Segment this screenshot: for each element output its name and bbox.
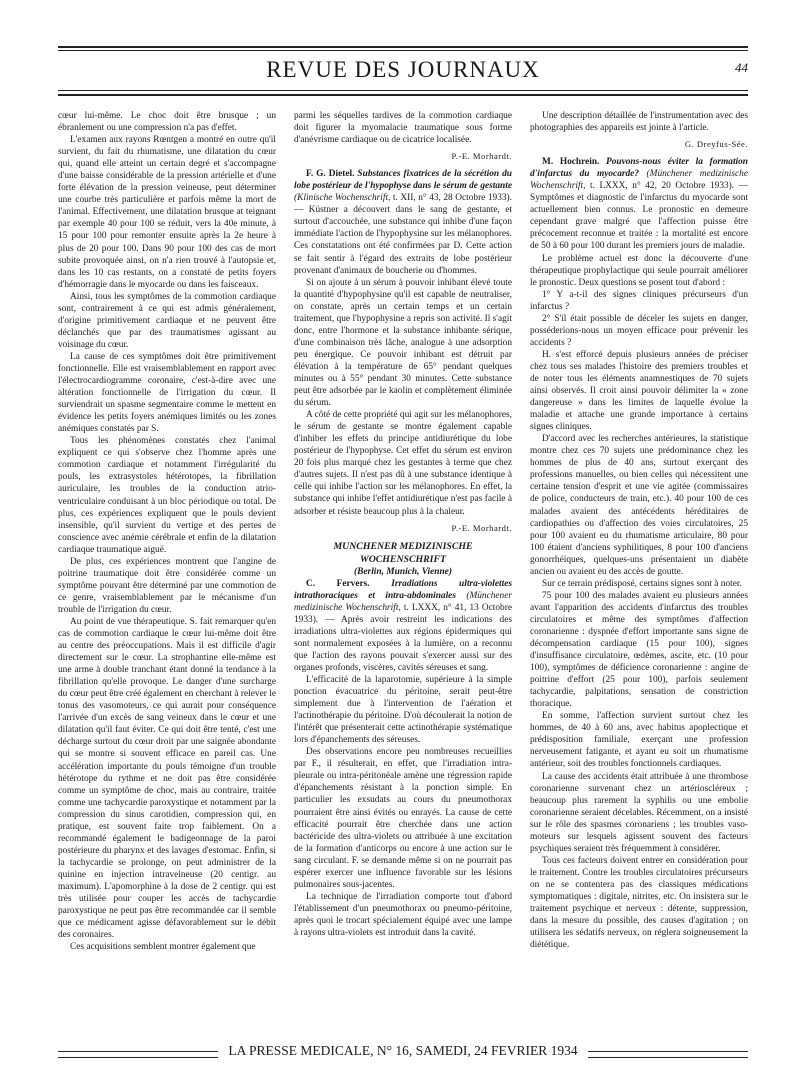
- article-hochrein: [530, 156, 748, 252]
- author-signature: P.-E. Morhardt.: [451, 522, 512, 533]
- article-author: C. Fervers.: [306, 578, 370, 589]
- article-author: F. G. Dietel.: [306, 169, 355, 180]
- column-1: [58, 110, 276, 953]
- paragraph: parmi les séquelles tardives de la commotion cardiaque doit figurer la myomalacie traumatique sous forme d'anévrisme cardiaque ou de cicatrice localisée.: [294, 111, 512, 146]
- paragraph: D'accord avec les recherches antérieures, la statistique montre chez ces 70 sujets une prédominance chez les hommes de plus de 40 ans, surtout exerçant des professions manuelles, ou bien celles qui nécessitent une certaine tension d'esprit et une vie agitée (commissaires de police, conducteurs de train, etc.). 40 pour 100 de ces malades avaient des antécédents héréditaires de cardiopathies ou d'affection des voies circulatoires, 25 pour 100 avaient eu du rhumatisme articulaire, 80 pour 100 étaient d'anciens syphilitiques, 8 pour 100 d'anciens gonorrhéiques, quelques-uns présentaient un diabète ancien ou avaient eu des accès de goutte.: [530, 434, 748, 577]
- paragraph: Si on ajoute à un sérum à pouvoir inhibant élevé toute la quantité d'hypophysine qu'il est capable de neutraliser, on constate, après un certain temps et un certain traitement, que l'hypophysine a repris son activité. Il s'agit donc, entre l'hormone et la substance inhibante sérique, d'une combinaison très lâche, analogue à une adsorption peu énergique. Ce pouvoir inhibant est détruit par élévation à la température de 65° pendant quelques minutes ou à 55° pendant 30 minutes. Cette substance peut être adsorbée par le kaolin et complètement éliminée du sérum.: [294, 277, 512, 409]
- article-body: t. LXXX, n° 41, 13 Octobre 1933). — Après avoir restreint les indications des irradiations ultra-violettes aux régions épidermiques qui sont normalement exposées à la lumière, on a reconnu que l'action des rayons pouvait s'exercer aussi sur des organes profonds, viscères, cavités séreuses et sang.: [294, 602, 512, 673]
- page-footer: [58, 1043, 748, 1061]
- article-body: t. XII, n° 43, 28 Octobre 1933). — Küstner a découvert dans le sang de gestante, et surtout d'accouchée, une substance qui inhibe d'une façon immédiate l'action de l'hypophysine sur les mélanophores. Ces constatations ont été confirmées par D. Cette action se fait sentir à l'égard des extraits de lobe postérieur provenant d'animaux de boucherie ou d'hommes.: [294, 193, 512, 276]
- paragraph: L'efficacité de la laparotomie, supérieure à la simple ponction évacuatrice du péritoine, serait peut-être simplement due à l'intervention de l'aération et l'actinothérapie du péritoine. D'où découlerait la notion de l'intérêt que présenterait cette actinothérapie systématique lors d'épanchements des séreuses.: [294, 675, 512, 746]
- paragraph: Tous ces facteurs doivent entrer en considération pour le traitement. Contre les troubles circulatoires précurseurs on ne se contentera pas des classiques médications symptomatiques : digitale, nitrites, etc. On insistera sur le traitement psychique et nerveux : détente, suppression, dans la mesure du possible, des causes d'agitation ; on utilisera les sédatifs nerveux, on réglera soigneusement la diététique.: [530, 855, 748, 951]
- paragraph: cœur lui-même. Le choc doit être brusque ; un ébranlement ou une compression n'a pas d'effet.: [58, 111, 276, 134]
- paragraph: Ces acquisitions semblent montrer également que: [70, 942, 256, 953]
- journal-name: (Klinische Wochenschrift,: [294, 193, 391, 204]
- paragraph: En somme, l'affection survient surtout chez les hommes, de 40 à 60 ans, avec habitus apoplectique et prédisposition familiale, exerçant une profession nerveusement fatigante, et ayant eu soit un rhumatisme antérieur, soit des troubles fonctionnels cardiaques.: [530, 711, 748, 770]
- column-2: [294, 110, 512, 939]
- article-title: Pouvons-nous éviter la formation d'infarctus du myocarde?: [530, 157, 749, 180]
- paragraph: Au point de vue thérapeutique. S. fait remarquer qu'en cas de commotion cardiaque le cœur lui-même doit être au centre des préoccupations. Mais il est difficile d'agir directement sur le cœur. La strophantine elle-même est une arme à double tranchant étant donné la tendance à la fibrillation qu'elle provoque. Le danger d'une surcharge du cœur peut être créé également en cherchant à relever le tonus des vasomoteurs, ce qui aurait pour conséquence l'arrivée d'un excès de sang veineux dans le cœur et une dilatation qu'il faut éviter. Ce qui doit être tenté, c'est une décharge surtout du cœur droit par une saignée abondante qui se montre si souvent efficace en pareil cas. Une accélération importante du pouls témoigne d'un trouble hétérotope du rythme et ne doit pas être considérée comme un symptôme de choc, mais au contraire, traitée comme une tachycardie paroxystique et notamment par la compression du sinus carotidien, compression qui, en pratique, est souvent faite trop faiblement. On a recommandé également le badigeonnage de la paroi postérieure du pharynx et des lavages d'estomac. Enfin, si la tachycardie se prolonge, on peut administrer de la quinine en injection intraveineuse (20 centigr. au maximum). L'apomorphine à la dose de 2 centigr. qui est très utilisée pour couper les accès de tachycardie paroxystique ne peut pas être recommandée car il semble que ce médicament agisse défavorablement sur le débit des coronaires.: [58, 616, 276, 941]
- page-number: 44: [735, 60, 748, 75]
- top-rule-inner: [58, 50, 748, 51]
- section-heading: MUNCHENER MEDIZINISCHE WOCHENSCHRIFT: [333, 540, 473, 565]
- paragraph: Une description détaillée de l'instrumentation avec des photographies des appareils est jointe à l'article.: [530, 111, 748, 134]
- running-head: [58, 57, 748, 81]
- top-rule-outer: [58, 46, 748, 48]
- header-rule-upper: [58, 90, 748, 91]
- paragraph: La cause de ces symptômes doit être primitivement fonctionnelle. Elle est vraisemblablement en rapport avec l'électrocardiogramme coronaire, c'est-à-dire avec une altération fonctionnelle de l'irrigation du cœur. Il surviendrait un spasme segmentaire comme le mettent en évidence les petits foyers anémiques limités ou les zones anémiques constatés par S.: [58, 351, 276, 435]
- paragraph: 2° S'il était possible de déceler les sujets en danger, posséderions-nous un moyen efficace pour prévenir les accidents ?: [530, 313, 748, 348]
- journal-name: (Münchener medizinische Wochenschrift,: [530, 169, 748, 192]
- header-rule-lower: [58, 94, 748, 96]
- article-title: Irradiations ultra-violettes intrathoraciques et intra-abdominales: [294, 578, 512, 601]
- footer-publication-line: [58, 1043, 748, 1059]
- article-dietel: [294, 168, 512, 276]
- paragraph: Des observations encore peu nombreuses recueillies par F., il résulterait, en effet, que l'irradiation intra-pleurale ou intra-péritonéale amène une régression rapide d'épanchements résistant à la ponction simple. En particulier les exsudats au cours du pneumothorax pourraient être ainsi évités ou enrayés. La cause de cette efficacité pourrait être cherchée dans une action bactéricide des ultra-violets ou attribuée à une excitation de la formation d'anticorps ou encore à une action sur le sang circulant. F. se demande même si on ne pourrait pas espérer exercer une influence favorable sur les lésions pulmonaires sous-jacentes.: [294, 747, 512, 890]
- paragraph: La cause des accidents était attribuée à une thrombose coronarienne survenant chez un artérioscléreux ; beaucoup plus rarement la syphilis ou une embolie coronarienne seraient décelables. Récemment, on a insisté sur le rôle des spasmes coronariens ; les troubles vaso-moteurs sur lesquels agissent souvent des facteurs psychiques seraient très fréquemment à considérer.: [530, 771, 748, 854]
- paragraph: Tous les phénomènes constatés chez l'animal expliquent ce qui s'observe chez l'homme après une commotion cardiaque et notamment l'irrégularité du pouls, les extrasystoles hétérotopes, la fibrillation auriculaire, les troubles de la conduction atrio-ventriculaire conduisant à un bloc périodique ou total. De plus, ces expériences expliquent que le pouls devient insensible, qu'il survient du vertige et des pertes de conscience avec anémie cérébrale et enfin de la dilatation cardiaque traumatique aiguë.: [58, 436, 276, 555]
- author-signature: P.-E. Morhardt.: [451, 151, 512, 162]
- paragraph: Sur ce terrain prédisposé, certains signes sont à noter.: [542, 578, 742, 589]
- author-signature: G. Dreyfus-Sée.: [684, 139, 748, 150]
- paragraph: Le problème actuel est donc la découverte d'une thérapeutique prophylactique qui seule pourrait améliorer le pronostic. Deux questions se posent tout d'abord :: [530, 253, 748, 288]
- paragraph: De plus, ces expériences montrent que l'angine de poitrine traumatique doit être considérée comme un symptôme pouvant être déterminé par une commotion de ce genre, vraisemblablement par le mécanisme d'un trouble de l'irrigation du cœur.: [58, 556, 276, 615]
- journal-name: (Münchener medizinische Wochenschrift,: [294, 590, 512, 613]
- footer-text: LA PRESSE MEDICALE, N° 16, SAMEDI, 24 FEVRIER 1934: [222, 1043, 583, 1058]
- paragraph: L'examen aux rayons Rœntgen a montré en outre qu'il survient, du fait du rhumatisme, une dilatation du cœur qui, quand elle atteint un certain degré et s'accompagne d'une baisse considérable de la pression artérielle et d'une forte élévation de la pression veineuse, peut déterminer une courbe très particulière et parfois même la mort de l'animal. Effectivement, une dilatation brusque at teignant par exemple 40 pour 100 se réduit, vers la 40e minute, à 15 pour 100 pour remonter ensuite après la 2e heure à plus de 20 pour 100. Dans 90 pour 100 des cas de mort subite provoquée ainsi, on n'a rien trouvé à l'autopsie et, dans les 10 cas restants, on a constaté de petits foyers d'hémorragie dans le myocarde ou dans les faisceaux.: [58, 135, 276, 290]
- paragraph: A côté de cette propriété qui agit sur les mélanophores, le sérum de gestante se montre également capable d'inhiber les effets du principe antidiurétique du lobe postérieur de l'hypophyse. Cet effet du sérum est environ 20 fois plus marqué chez les gestantes à terme que chez d'autres sujets. Il n'est pas dû à une substance identique à celle qui inhibe l'action sur les mélanophores. En effet, la substance qui inhibe l'effet antidiurétique n'est pas facile à adsorber et résiste beaucoup plus à la chaleur.: [294, 410, 512, 517]
- article-author: M. Hochrein.: [542, 157, 600, 168]
- journal-section-title: REVUE DES JOURNAUX: [266, 57, 540, 82]
- article-fervers: [294, 578, 512, 674]
- paragraph: Ainsi, tous les symptômes de la commotion cardiaque sont, contrairement à ce qui est admis généralement, d'origine primitivement cardiaque et ne peuvent être déclanchés que par des traumatismes agissant au voisinage du cœur.: [58, 291, 276, 350]
- article-columns: [58, 110, 748, 1035]
- section-subheading: (Berlin, Munich, Vienne): [354, 566, 452, 577]
- article-title: Substances fixatrices de la sécrétion du lobe postérieur de l'hypophyse dans le sérum de gestante: [294, 169, 512, 192]
- paragraph: 75 pour 100 des malades avaient eu plusieurs années avant l'apparition des accidents d'infarctus des troubles circulatoires et même des symptômes d'affection coronarienne : dyspnée d'effort importante sans signe de décompensation cardiaque (15 pour 100), signes d'insuffisance circulatoire, œdèmes, ascite, etc. (10 pour 100), symptômes de déficience coronarienne : angine de poitrine d'effort (25 pour 100), parfois seulement tachycardie, palpitations, sensation de constriction thoracique.: [530, 590, 748, 710]
- paragraph: H. s'est efforcé depuis plusieurs années de préciser chez tous ses malades l'histoire des premiers troubles et de noter tous les éléments anamnestiques de 70 sujets ainsi observés. Il croit ainsi pouvoir délimiter la « zone dangereuse » dans les limites de laquelle évolue la maladie et attache une grande importance à certains signes cliniques.: [530, 349, 748, 433]
- paragraph: 1° Y a-t-il des signes cliniques précurseurs d'un infarctus ?: [530, 289, 748, 312]
- column-3: [530, 110, 748, 951]
- paragraph: La technique de l'irradiation comporte tout d'abord l'établissement d'un pneumothorax ou pneumo-péritoine, après quoi le trocart spécialement équipé avec une lampe à rayons ultra-violets est introduit dans la cavité.: [294, 891, 512, 938]
- article-body: t. LXXX, n° 42, 20 Octobre 1933). — Symptômes et diagnostic de l'infarctus du myocarde sont actuellement bien connus. Le pronostic en demeure cependant grave malgré que l'affection puisse être précocement reconnue et traitée : la mortalité est encore de 50 à 60 pour 100 durant les premiers jours de maladie.: [530, 181, 748, 252]
